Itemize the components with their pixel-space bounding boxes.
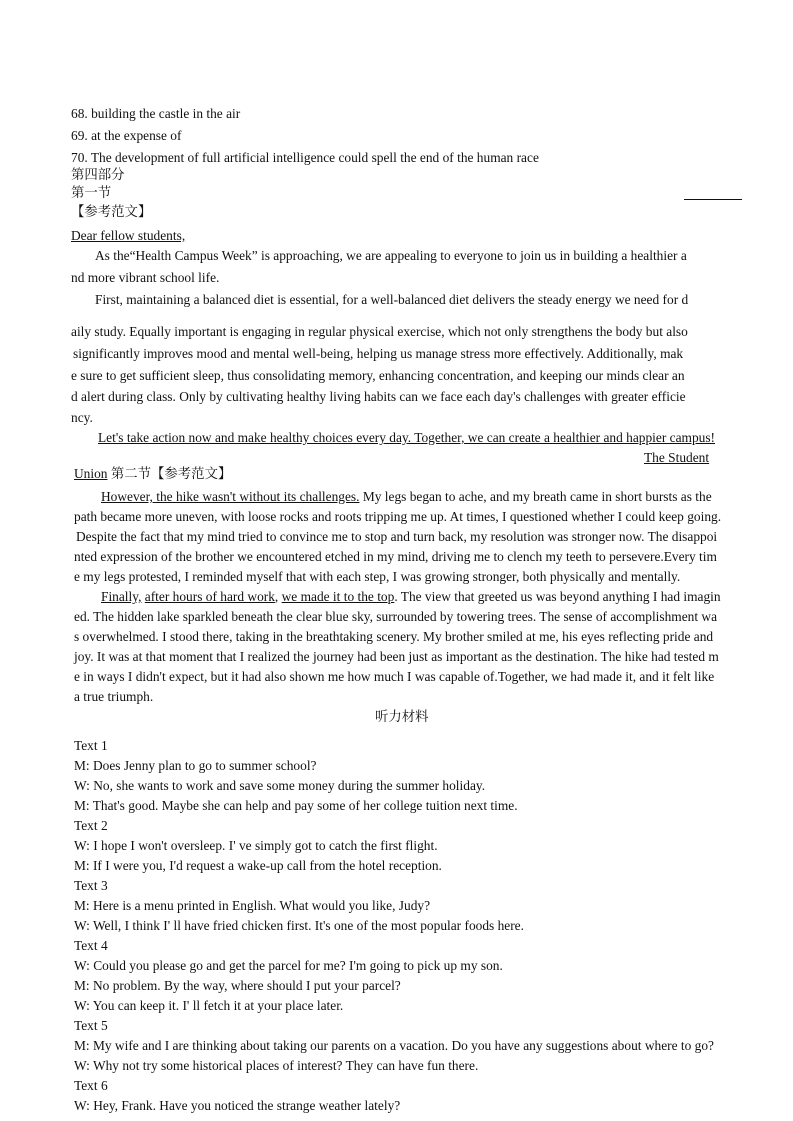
- section1-heading: 第一节: [71, 185, 112, 200]
- listening-title: 听力材料: [375, 709, 429, 724]
- essay1-line: As the“Health Campus Week” is approaching, we are appealing to everyone to join us in building a healthier a: [95, 248, 687, 263]
- essay2-line: . The view that greeted us was beyond anything I had imagin: [394, 589, 721, 604]
- essay1-line: e sure to get sufficient sleep, thus consolidating memory, enhancing concentration, and keeping our minds clear an: [71, 368, 685, 383]
- transcript-line: W: Could you please go and get the parcel for me? I'm going to pick up my son.: [74, 958, 503, 973]
- essay2-lead-sentence: However, the hike wasn't without its challenges.: [101, 489, 360, 504]
- essay2-line: ed. The hidden lake sparkled beneath the clear blue sky, surrounded by towering trees. The sense of accomplishment wa: [74, 609, 718, 624]
- transcript-line: M: That's good. Maybe she can help and pay some of her college tuition next time.: [74, 798, 518, 813]
- essay1-line: aily study. Equally important is engaging in regular physical exercise, which not only strengthens the body but also: [71, 324, 688, 339]
- essay2-line: My legs began to ache, and my breath came in short bursts as the: [359, 489, 712, 504]
- essay1-closing: Let's take action now and make healthy choices every day. Together, we can create a healthier and happier campus!: [98, 430, 716, 445]
- transcript-line: W: Why not try some historical places of interest? They can have fun there.: [74, 1058, 479, 1073]
- blank-rule: [684, 199, 742, 200]
- signature-part2: Union: [74, 466, 108, 481]
- transcript-line: Text 3: [74, 878, 108, 893]
- transcript-line: M: Does Jenny plan to go to summer school?: [74, 758, 317, 773]
- answer-69: 69. at the expense of: [71, 128, 182, 143]
- section2-heading: 第二节【参考范文】: [110, 466, 232, 481]
- essay2-p2-phrase-b: after hours of hard work: [144, 589, 275, 604]
- essay2-line: Despite the fact that my mind tried to convince me to stop and turn back, my resolution was stronger now. The disappoi: [76, 529, 718, 544]
- transcript-line: Text 6: [74, 1078, 108, 1093]
- transcript-line: W: I hope I won't oversleep. I' ve simply got to catch the first flight.: [74, 838, 438, 853]
- transcript-line: W: No, she wants to work and save some money during the summer holiday.: [74, 778, 486, 793]
- transcript-line: Text 5: [74, 1018, 108, 1033]
- transcript-line: W: Hey, Frank. Have you noticed the strange weather lately?: [74, 1098, 401, 1113]
- essay2-line: a true triumph.: [74, 689, 154, 704]
- essay2-first-line: [101, 489, 712, 505]
- model-essay-tag: 【参考范文】: [71, 204, 152, 219]
- transcript-line: W: Well, I think I' ll have fried chicken first. It's one of the most popular foods here.: [74, 918, 524, 933]
- essay1-line: ncy.: [71, 410, 93, 425]
- transcript-line: W: You can keep it. I' ll fetch it at your place later.: [74, 998, 344, 1013]
- essay2-p2-phrase-c: we made it to the top: [281, 589, 395, 604]
- answer-68: 68. building the castle in the air: [71, 106, 241, 121]
- essay1-line: nd more vibrant school life.: [71, 270, 220, 285]
- signature-part1: The Student: [644, 450, 710, 465]
- essay2-p2-phrase-a: Finally,: [101, 589, 142, 604]
- transcript-line: M: My wife and I are thinking about taking our parents on a vacation. Do you have any suggestions about where to go?: [74, 1038, 714, 1053]
- transcript-line: M: If I were you, I'd request a wake-up call from the hotel reception.: [74, 858, 442, 873]
- transcript-line: Text 4: [74, 938, 108, 953]
- essay2-line: nted expression of the brother we encountered etched in my mind, driving me to clench my teeth to persevere.Every tim: [74, 549, 717, 564]
- essay2-line: e in ways I didn't expect, but it had also shown me how much I was capable of.Together, we had made it, and it felt like: [74, 669, 715, 684]
- essay2-line: e my legs protested, I reminded myself that with each step, I was growing stronger, both physically and mentally.: [74, 569, 681, 584]
- essay1-line: First, maintaining a balanced diet is essential, for a well-balanced diet delivers the steady energy we need for d: [95, 292, 689, 307]
- essay1-line: significantly improves mood and mental well-being, helping us manage stress more effectively. Additionally, mak: [73, 346, 684, 361]
- transcript-line: M: No problem. By the way, where should I put your parcel?: [74, 978, 401, 993]
- essay2-line: s overwhelmed. I stood there, taking in the breathtaking scenery. My brother smiled at me, his eyes reflecting pride and: [74, 629, 714, 644]
- part4-heading: 第四部分: [71, 167, 125, 182]
- signature-part2-and-section2: [74, 466, 231, 482]
- transcript-line: M: Here is a menu printed in English. What would you like, Judy?: [74, 898, 431, 913]
- answer-70: 70. The development of full artificial intelligence could spell the end of the human race: [71, 150, 539, 165]
- essay1-line: d alert during class. Only by cultivating healthy living habits can we face each day's challenges with greater efficie: [71, 389, 686, 404]
- transcript-line: Text 1: [74, 738, 108, 753]
- essay2-line: joy. It was at that moment that I realized the journey had been just as important as the destination. The hike had tested m: [74, 649, 719, 664]
- essay2-line: path became more uneven, with loose rocks and roots tripping me up. At times, I questioned whether I could keep going.: [74, 509, 722, 524]
- salutation: Dear fellow students,: [71, 228, 186, 243]
- transcript-line: Text 2: [74, 818, 108, 833]
- essay2-p2-first-line: Finally, after hours of hard work, we made it to the top. The view that greeted us was beyond anything I had imagin: [101, 589, 721, 604]
